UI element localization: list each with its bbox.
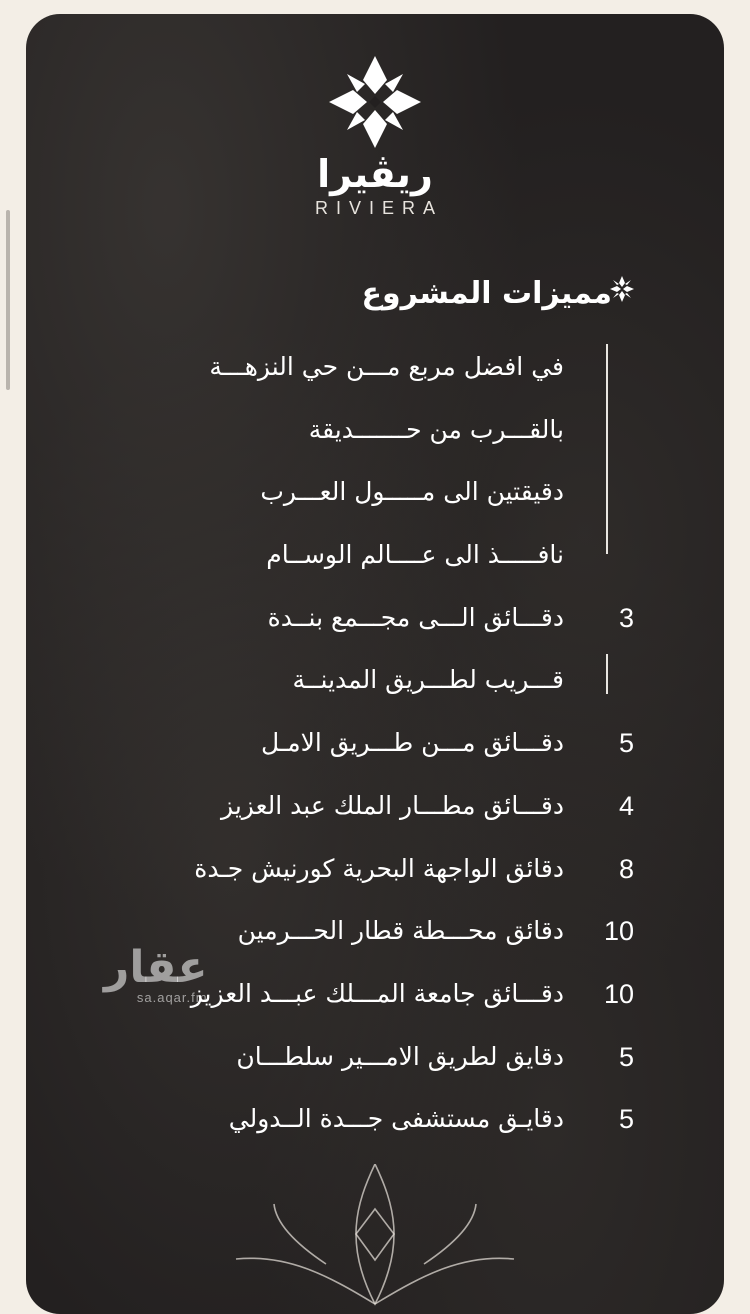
feature-minutes: 4 xyxy=(618,790,634,821)
scroll-indicator[interactable] xyxy=(6,210,10,390)
feature-row xyxy=(26,467,724,530)
feature-row xyxy=(26,718,724,781)
feature-minutes: 10 xyxy=(603,978,634,1009)
diamond-flower-icon xyxy=(327,54,423,150)
brand-logo xyxy=(26,54,724,220)
project-features-card xyxy=(26,14,724,1314)
feature-row xyxy=(26,342,724,405)
feature-row xyxy=(26,530,724,593)
watermark-logo: عقار xyxy=(104,942,208,993)
feature-text: دقـــائق مطـــار الملك عبد العزيز xyxy=(221,790,564,820)
feature-text: دقـــائق الـــى مجـــمع بنــدة xyxy=(267,602,564,632)
brand-name-arabic: ريڤيرا xyxy=(317,152,433,196)
feature-text: دقايـق مستشفى جـــدة الــدولي xyxy=(228,1104,564,1134)
lotus-ornament-icon xyxy=(26,1164,724,1314)
section-title: مميزات المشروع xyxy=(361,276,612,311)
feature-text: في افضل مربع مـــن حي النزهـــة xyxy=(209,352,564,381)
feature-row xyxy=(26,405,724,468)
feature-text: دقـــائق جامعة المـــلك عبـــد العزيز xyxy=(190,978,564,1008)
feature-text: دقايق لطريق الامـــير سلطـــان xyxy=(236,1041,564,1071)
feature-text: نافـــــذ الى عــــالم الوســام xyxy=(266,540,564,570)
feature-minutes: 5 xyxy=(618,728,634,759)
feature-row xyxy=(26,1032,724,1095)
brand-name-english: RIVIERA xyxy=(314,198,444,218)
feature-text: بالقـــرب من حـــــــديقة xyxy=(308,414,564,444)
features-list xyxy=(26,342,724,1157)
sparkle-icon xyxy=(608,272,636,310)
feature-text: دقيقتين الى مـــــول العـــرب xyxy=(260,477,564,507)
feature-minutes: 5 xyxy=(618,1041,634,1072)
watermark xyxy=(104,944,208,1005)
feature-row xyxy=(26,781,724,844)
feature-text: دقـــائق مـــن طـــريق الامـل xyxy=(260,728,564,758)
feature-minutes: 3 xyxy=(618,602,634,633)
feature-text: دقائق محـــطة قطار الحـــرمين xyxy=(237,916,564,946)
feature-row xyxy=(26,655,724,718)
feature-text: دقائق الواجهة البحرية كورنيش جـدة xyxy=(194,853,564,883)
feature-row xyxy=(26,593,724,656)
watermark-url: sa.aqar.fm xyxy=(136,990,208,1005)
feature-minutes: 8 xyxy=(618,853,634,884)
feature-text: قـــريب لطـــريق المدينــة xyxy=(292,665,564,695)
feature-row xyxy=(26,844,724,907)
feature-minutes: 5 xyxy=(618,1104,634,1135)
feature-minutes: 10 xyxy=(603,916,634,947)
feature-row xyxy=(26,1094,724,1157)
